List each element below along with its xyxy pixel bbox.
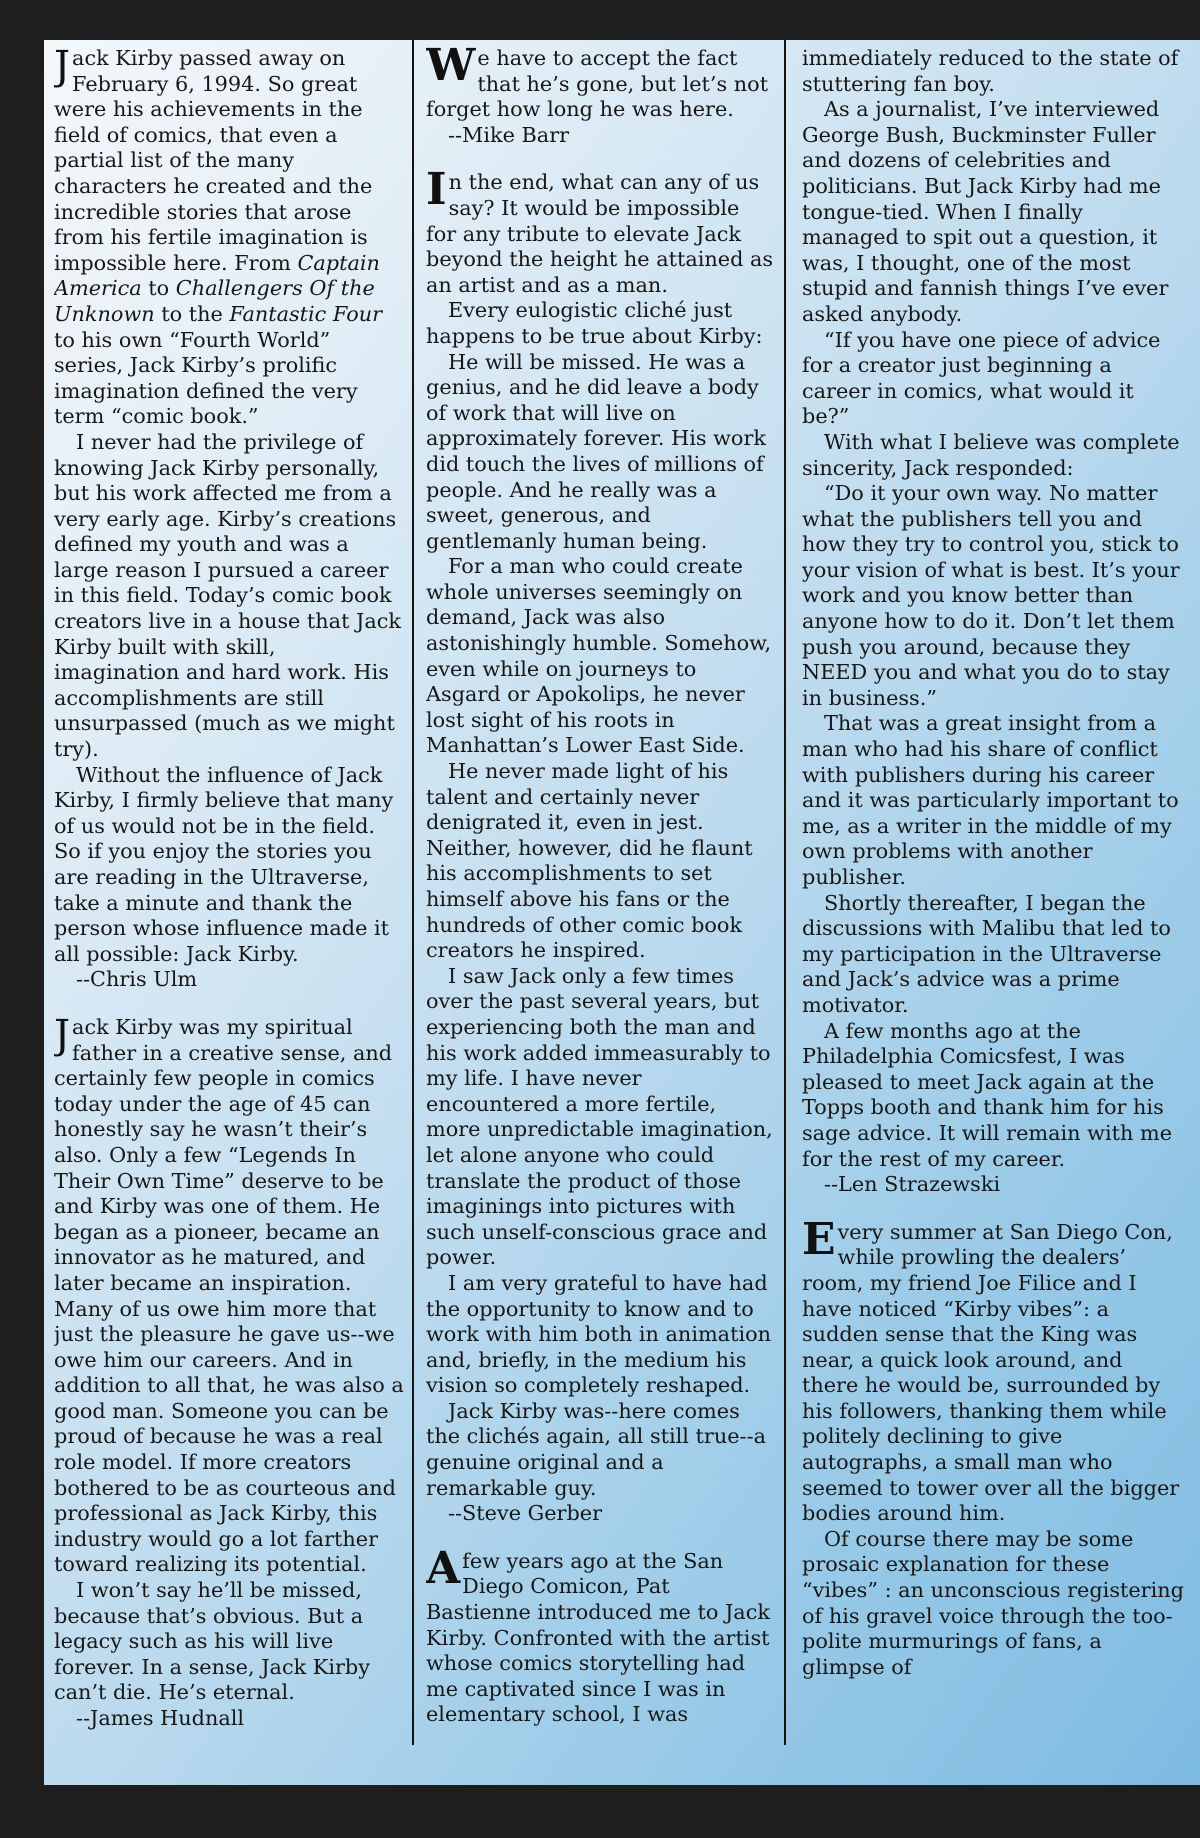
column-divider-right <box>784 40 786 1745</box>
article-paragraph: Without the influence of Jack Kirby, I firmly believe that many of us would not be in the field. So if you enjoy the stories you are reading in the Ultraverse, take a minute and thank the person whose influence made it all possible: Jack Kirby. <box>54 762 394 966</box>
drop-cap: I <box>426 164 447 216</box>
article-paragraph <box>54 1011 404 1578</box>
paragraph-text: n the end, what can any of us say? It would be impossible for any tribute to elevate Jack beyond the height he attained as an artist and as a man. <box>426 170 774 297</box>
article-paragraph: That was a great insight from a man who had his share of conflict with publishers during his career and it was particularly important to me, as a writer in the middle of my own problems with another publisher. <box>802 711 1179 889</box>
book-title: Challengers Of the Unknown <box>54 276 375 326</box>
article-paragraph <box>54 46 404 430</box>
drop-cap: W <box>426 46 476 91</box>
drop-cap: E <box>802 1213 836 1265</box>
paragraph-text: few years ago at the San Diego Comicon, Pat Bastienne introduced me to Jack Kirby. Confronted with the artist whose comics storytelling had me captivated since I was in elementary school, I was <box>426 1548 770 1727</box>
article-paragraph: I am very grateful to have had the opportunity to know and to work with him both in animation and, briefly, in the medium his vision so completely reshaped. <box>426 1270 772 1398</box>
author-signature: --Mike Barr <box>448 122 570 147</box>
text-column-right <box>802 46 1184 1746</box>
paragraph-text: to the <box>154 301 230 326</box>
text-column-middle <box>426 46 776 1746</box>
author-signature: --Steve Gerber <box>448 1501 603 1526</box>
article-paragraph: I won’t say he’ll be missed, because that’s obvious. But a legacy such as his will live forever. In a sense, Jack Kirby can’t die. He’s eternal. <box>54 1578 370 1705</box>
paragraph-text: ack Kirby passed away on February 6, 1994. So great were his achievements in the field of comics, that even a partial list of the many characters he created and the incredible stories that arose from his fertile imagination is impossible here. From <box>54 46 373 275</box>
article-paragraph: With what I believe was complete sincerity, Jack responded: <box>802 429 1180 480</box>
article-paragraph: A few months ago at the Philadelphia Comicsfest, I was pleased to meet Jack again at the Topps booth and thank him for his sage advice. It will remain with me for the rest of my career. <box>802 1018 1173 1171</box>
author-signature: --Chris Ulm <box>76 967 198 992</box>
article-paragraph <box>802 1213 1184 1527</box>
article-page <box>44 40 1200 1785</box>
article-paragraph: Of course there may be some prosaic explanation for these “vibes” : an unconscious registering of his gravel voice through the too-polite murmurings of fans, a glimpse of <box>802 1526 1184 1679</box>
article-paragraph: immediately reduced to the state of stuttering fan boy. <box>802 46 1179 96</box>
article-paragraph: He will be missed. He was a genius, and he did leave a body of work that will live on approximately forever. His work did touch the lives of millions of people. And he really was a sweet, generous, and gentlemanly human being. <box>426 349 767 553</box>
paragraph-text: to <box>141 276 176 301</box>
paragraph-text: e have to accept the fact that he’s gone, but let’s not forget how long he was here. <box>426 46 769 122</box>
paragraph-text: ack Kirby was my spiritual father in a creative sense, and certainly few people in comics today under the age of 45 can honestly say he wasn’t their’s also. Only a few “Legends In Their Own Time” deserve to be and Kirby was one of them. He began as a pioneer, became an innovator as he matured, and later became an inspiration. Many of us owe him more that just the pleasure he gave us--we owe him our careers. And in addition to all that, he was also a good man. Someone you can be proud of because he was a real role model. If more creators bothered to be as courteous and professional as Jack Kirby, this industry would go a lot farther toward realizing its potential. <box>54 1014 404 1577</box>
drop-cap: J <box>54 1011 71 1058</box>
article-paragraph: “If you have one piece of advice for a creator just beginning a career in comics, what would it be?” <box>802 327 1161 429</box>
author-signature: --James Hudnall <box>76 1706 245 1730</box>
author-signature: --Len Strazewski <box>824 1172 1001 1197</box>
article-paragraph: I never had the privilege of knowing Jack Kirby personally, but his work affected me from a very early age. Kirby’s creations defined my youth and was a large reason I pursued a career in this field. Today’s comic book creators live in a house that Jack Kirby built with skill, imagination and hard work. His accomplishments are still unsurpassed (much as we might try). <box>54 429 402 762</box>
article-paragraph: He never made light of his talent and certainly never denigrated it, even in jest. Neither, however, did he flaunt his accomplishments to set himself above his fans or the hundreds of other comic book creators he inspired. <box>426 759 753 963</box>
book-title: Captain America <box>54 250 380 301</box>
article-paragraph <box>426 164 776 298</box>
paragraph-text: very summer at San Diego Con, while prowling the dealers’ room, my friend Joe Filice and I have noticed “Kirby vibes”: a sudden sense that the King was near, a quick look around, and there he would be, surrounded by his followers, thanking them while politely declining to give autographs, a small man who seemed to tower over all the bigger bodies around him. <box>802 1219 1180 1526</box>
drop-cap: A <box>426 1542 461 1594</box>
article-paragraph <box>426 46 776 123</box>
article-paragraph: “Do it your own way. No matter what the publishers tell you and how they try to control you, stick to your vision of what is best. It’s your work and you know better than anyone how to do it. Don’t let them push you around, because they NEED you and what you do to stay in business.” <box>802 481 1180 710</box>
article-paragraph: As a journalist, I’ve interviewed George Bush, Buckminster Fuller and dozens of celebrities and politicians. But Jack Kirby had me tongue-tied. When I finally managed to spit out a question, it was, I thought, one of the most stupid and fannish things I’ve ever asked anybody. <box>802 97 1169 326</box>
article-paragraph: Shortly thereafter, I began the discussions with Malibu that led to my participation in the Ultraverse and Jack’s advice was a prime motivator. <box>802 890 1171 1017</box>
text-column-left <box>54 46 404 1746</box>
article-paragraph: I saw Jack only a few times over the past several years, but experiencing both the man and his work added immeasurably to my life. I have never encountered a more fertile, more unpredictable imagination, let alone anyone who could translate the product of those imaginings into pictures with such unself-conscious grace and power. <box>426 963 773 1270</box>
article-paragraph: Every eulogistic cliché just happens to be true about Kirby: <box>426 298 763 348</box>
article-paragraph: Jack Kirby was--here comes the clichés again, all still true--a genuine original and a remarkable guy. <box>426 1398 766 1500</box>
article-paragraph <box>426 1542 776 1728</box>
paragraph-text: to his own “Fourth World” series, Jack Kirby’s prolific imagination defined the very term “comic book.” <box>54 327 358 429</box>
column-divider-left <box>412 40 414 1745</box>
drop-cap: J <box>54 46 71 89</box>
article-paragraph: For a man who could create whole universes seemingly on demand, Jack was also astonishingly humble. Somehow, even while on journeys to Asgard or Apokolips, he never lost sight of his roots in Manhattan’s Lower East Side. <box>426 554 772 758</box>
book-title: Fantastic Four <box>229 301 383 326</box>
